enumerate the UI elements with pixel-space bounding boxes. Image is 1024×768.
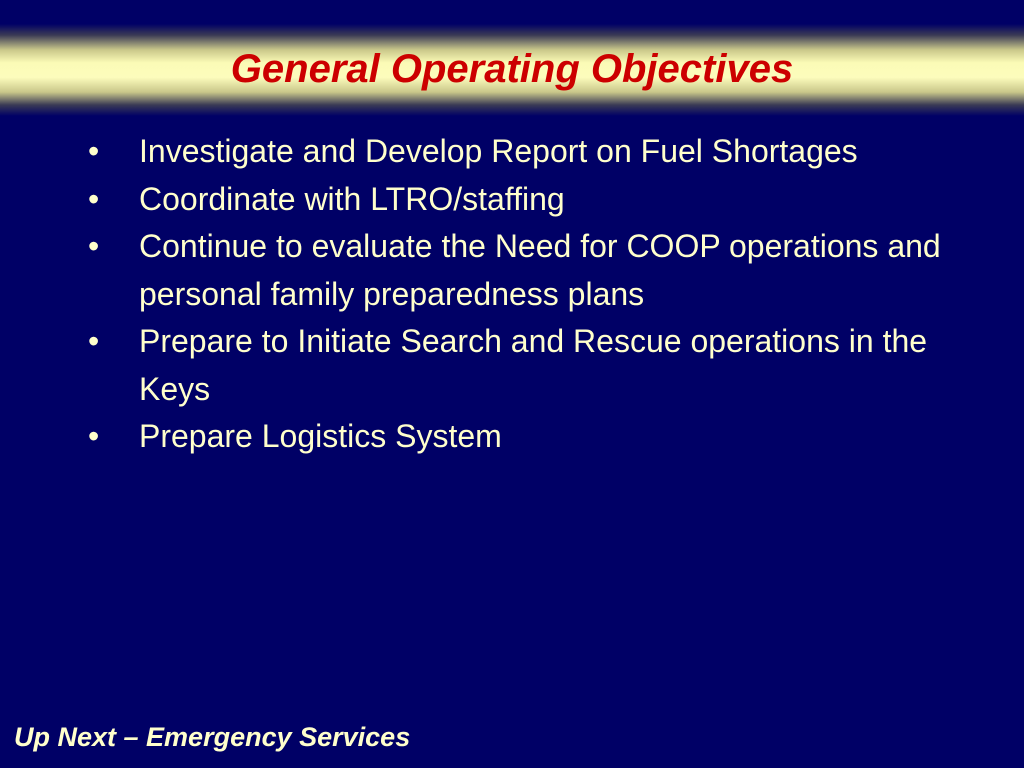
footer-next-section: Up Next – Emergency Services [14,722,411,752]
bullet-icon: • [88,418,100,454]
bullet-text: Coordinate with LTRO/staffing [139,180,565,217]
bullet-item [82,128,962,176]
bullet-text: Continue to evaluate the Need for COOP operations and personal family preparedness plans [139,228,941,312]
bullet-text: Prepare to Initiate Search and Rescue operations in the Keys [139,323,928,407]
bullet-item [82,223,962,318]
bullet-icon: • [88,228,100,264]
bullet-text: Investigate and Develop Report on Fuel Shortages [139,133,858,169]
bullet-icon: • [88,323,100,359]
slide-title: General Operating Objectives [230,47,794,91]
bullet-text: Prepare Logistics System [139,418,502,454]
bullet-icon: • [88,133,100,169]
bullet-icon: • [88,180,100,217]
bullet-item [82,176,962,224]
bullet-item [82,413,962,461]
bullet-list [82,128,962,461]
bullet-item [82,318,962,413]
